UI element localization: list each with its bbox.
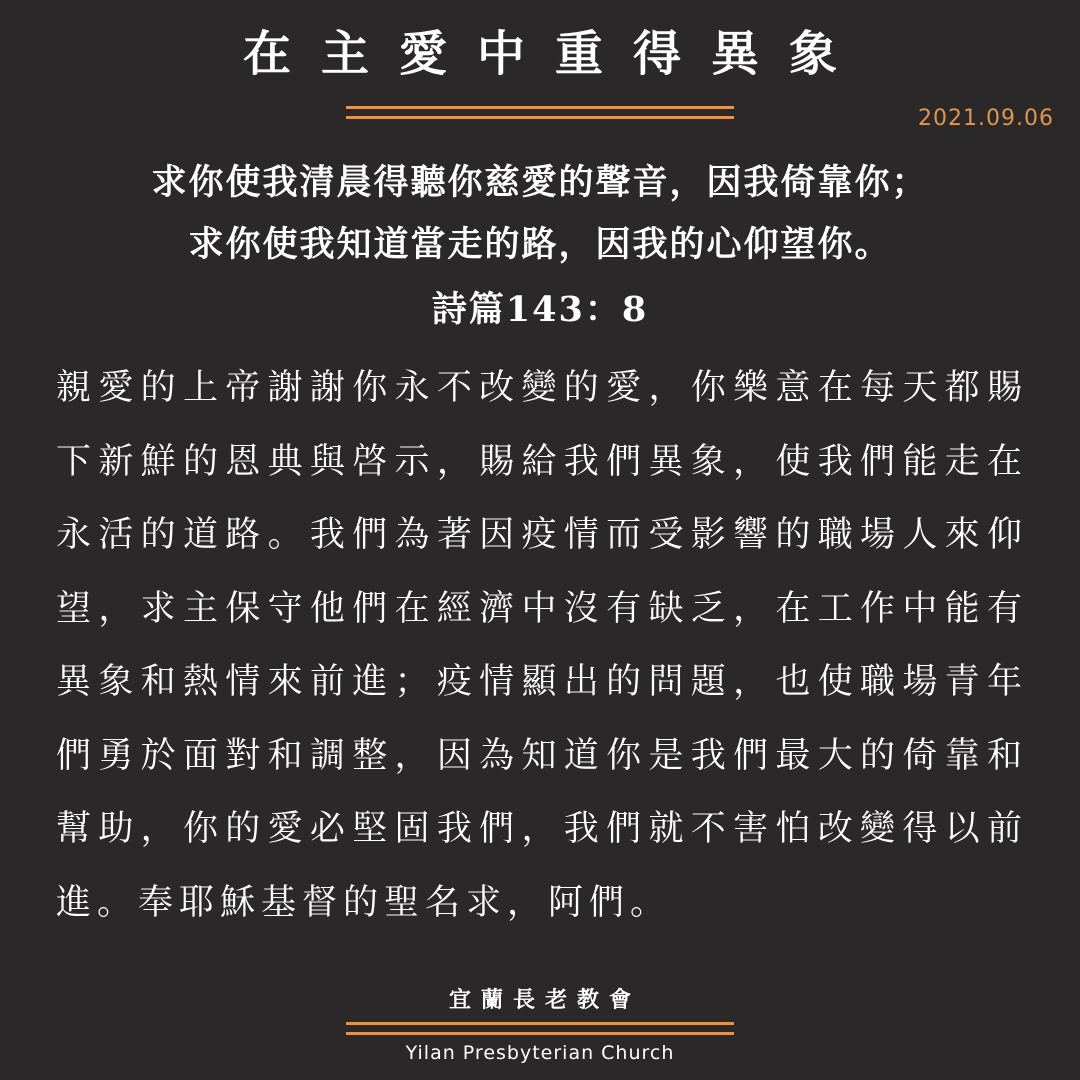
post-date: 2021.09.06 xyxy=(918,106,1054,131)
verse-line-2: 求你使我知道當走的路，因我的心仰望你。 xyxy=(188,224,892,265)
verse-line-1: 求你使我清晨得聽你慈愛的聲音，因我倚靠你； xyxy=(151,162,929,203)
page-title: 在主愛中重得異象 xyxy=(242,26,867,82)
footer-divider xyxy=(346,1022,734,1036)
church-name-chinese: 宜蘭長老教會 xyxy=(448,987,641,1013)
prayer-text: 親愛的上帝謝謝你永不改變的愛，你樂意在每天都賜下新鮮的恩典與啓示，賜給我們異象，使我們能走在永活的道路。我們為著因疫情而受影響的職場人來仰望，求主保守他們在經濟中沒有缺乏，在工作中能有異象和熱情來前進；疫情顯出的問題，也使職場青年們勇於面對和調整，因為知道你是我們最大的倚靠和幫助，你的愛必堅固我們，我們就不害怕改變得以前進。奉耶穌基督的聖名求，阿們。 xyxy=(56,368,1028,923)
church-name-english: Yilan Presbyterian Church xyxy=(405,1042,675,1064)
verse-reference: 詩篇143：8 xyxy=(431,289,649,330)
title-divider xyxy=(346,106,734,120)
